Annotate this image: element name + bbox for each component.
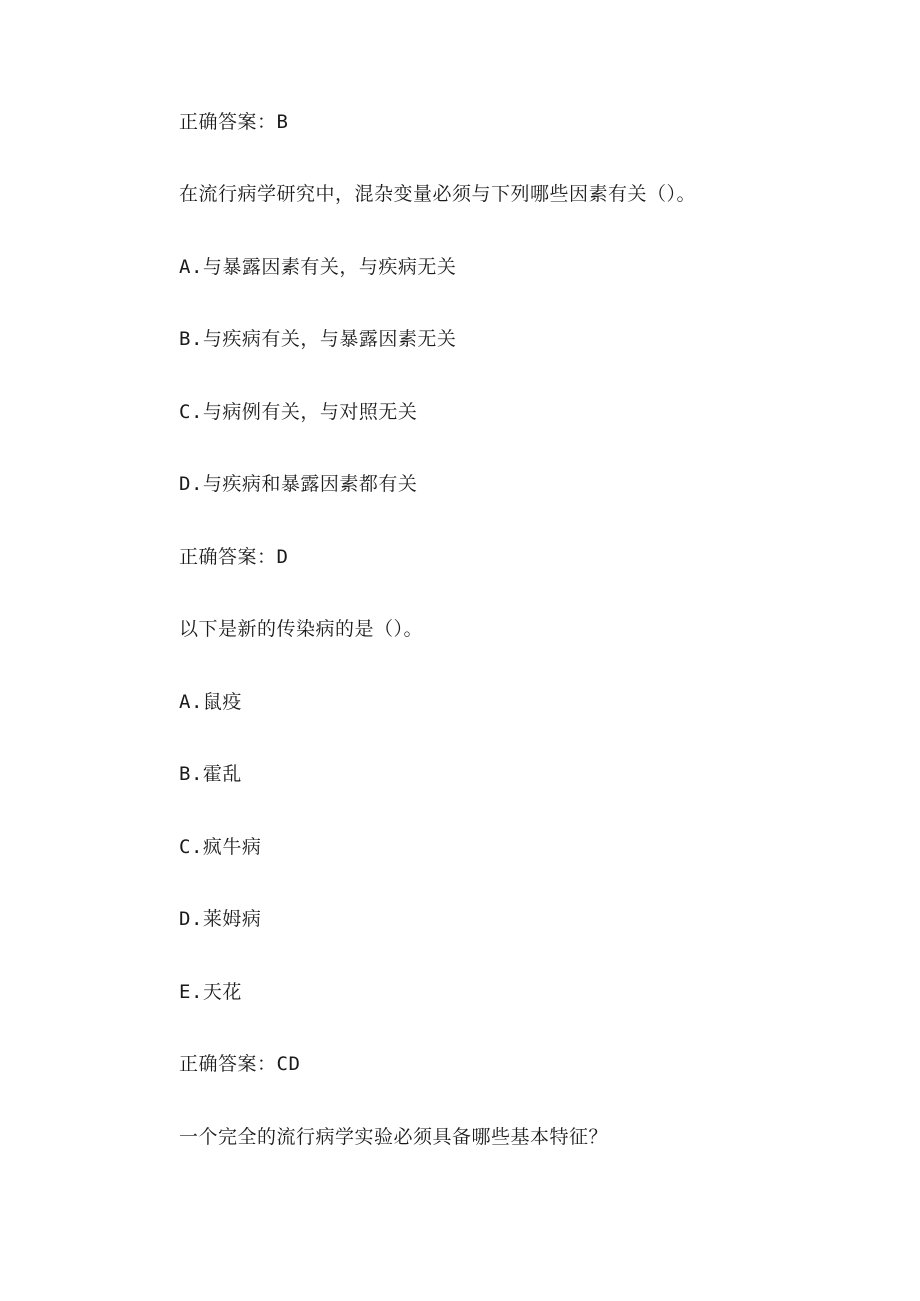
answer-q1: 正确答案：B xyxy=(179,111,289,133)
question-q4: 一个完全的流行病学实验必须具备哪些基本特征？ xyxy=(179,1126,609,1148)
option-q2-c: C.与病例有关，与对照无关 xyxy=(179,401,418,423)
option-q3-b: B.霍乱 xyxy=(179,763,242,785)
option-q3-d: D.莱姆病 xyxy=(179,908,262,930)
option-q2-a: A.与暴露因素有关，与疾病无关 xyxy=(179,256,457,278)
answer-q2: 正确答案：D xyxy=(179,546,289,568)
option-q3-a: A.鼠疫 xyxy=(179,691,242,713)
question-q3: 以下是新的传染病的是（）。 xyxy=(179,618,424,640)
answer-q3: 正确答案：CD xyxy=(179,1053,301,1075)
option-q2-b: B.与疾病有关，与暴露因素无关 xyxy=(179,328,457,350)
option-q3-c: C.疯牛病 xyxy=(179,836,262,858)
question-q2: 在流行病学研究中，混杂变量必须与下列哪些因素有关（）。 xyxy=(179,183,697,205)
option-q2-d: D.与疾病和暴露因素都有关 xyxy=(179,473,418,495)
option-q3-e: E.天花 xyxy=(179,981,242,1003)
